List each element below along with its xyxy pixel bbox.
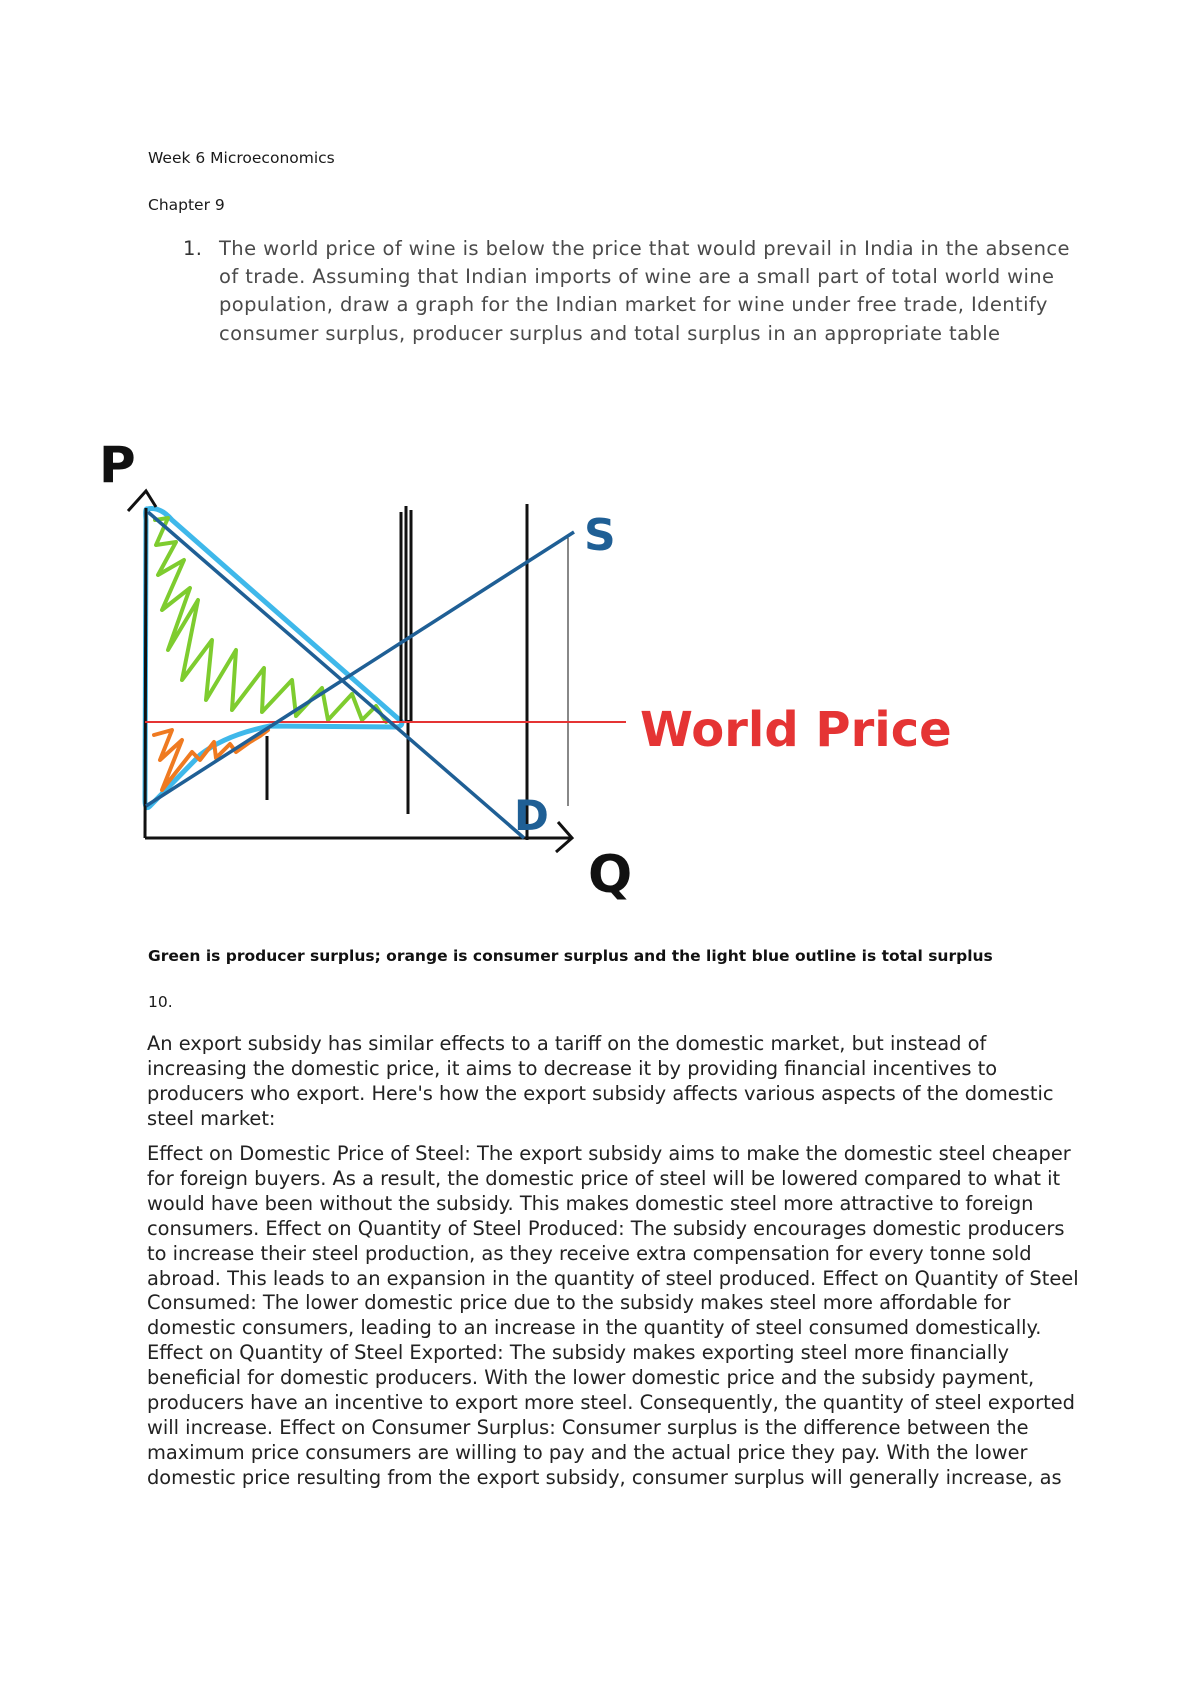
question-1 [183, 235, 1083, 348]
demand-curve [148, 512, 524, 838]
y-axis-label: P [99, 436, 136, 494]
question-number: 1. [183, 237, 203, 260]
question-10-paragraph-2: Effect on Domestic Price of Steel: The export subsidy aims to make the domestic steel cheaper for foreign buyers. As a result, the domestic price of steel will be lowered compared to what it would have been without the subsidy. This makes domestic steel more attractive to foreign consumers. Effect on Quantity of Steel Produced: The subsidy encourages domestic producers to increase their steel production, as they receive extra compensation for every tonne sold abroad. This leads to an expansion in the quantity of steel produced. Effect on Quantity of Steel Consumed: The lower domestic price due to the subsidy makes steel more affordable for domestic consumers, leading to an increase in the quantity of steel consumed domestically. Effect on Quantity of Steel Exported: The subsidy makes exporting steel more financially beneficial for domestic producers. With the lower domestic price and the subsidy payment, producers have an incentive to export more steel. Consequently, the quantity of steel exported will increase. Effect on Consumer Surplus: Consumer surplus is the difference between the maximum price consumers are willing to pay and the actual price they pay. With the lower domestic price resulting from the export subsidy, consumer surplus will generally increase, as [147, 1142, 1079, 1489]
y-axis [145, 508, 146, 838]
graph-caption: Green is producer surplus; orange is consumer surplus and the light blue outline is total surplus [148, 947, 993, 965]
question-1-text: The world price of wine is below the price that would prevail in India in the absence of trade. Assuming that Indian imports of wine are a small part of total world wine population, draw a graph for the Indian market for wine under free trade, Identify consumer surplus, producer surplus and total surplus in an appropriate table [219, 237, 1070, 345]
question-10-paragraph-1: An export subsidy has similar effects to a tariff on the domestic market, but instead of increasing the domestic price, it aims to decrease it by providing financial incentives to producers who export. Here's how the export subsidy affects various aspects of the domestic steel market: [147, 1032, 1054, 1130]
supply-demand-graph [90, 420, 990, 910]
document-heading: Week 6 Microeconomics [148, 149, 335, 167]
demand-label: D [514, 791, 549, 840]
x-axis-label: Q [588, 845, 633, 905]
question-list [183, 235, 1083, 348]
supply-label: S [584, 510, 616, 561]
question-10-number: 10. [148, 993, 173, 1011]
world-price-label: World Price [640, 702, 952, 758]
chapter-heading: Chapter 9 [148, 196, 225, 214]
